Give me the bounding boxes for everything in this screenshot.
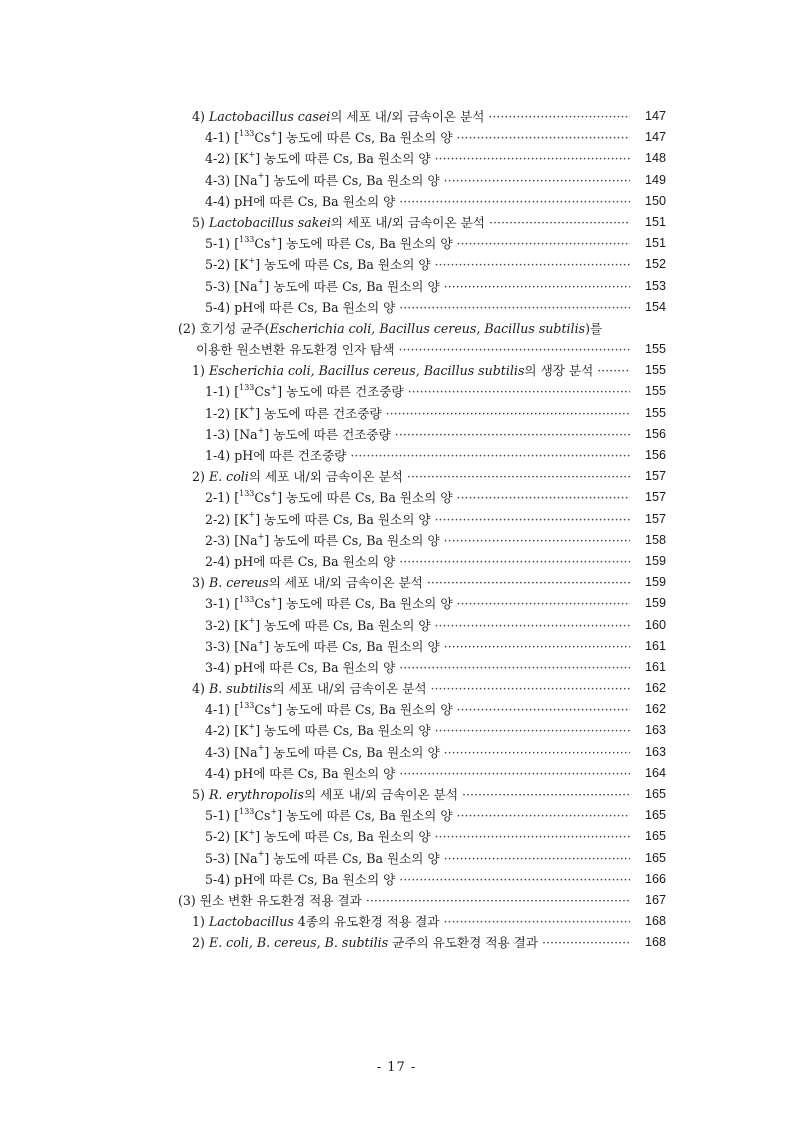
italic-term: Escherichia coli, Bacillus cereus, Bacillus subtilis xyxy=(208,363,525,379)
toc-entry[interactable] xyxy=(0,148,793,169)
title-text: 의 생장 분석 xyxy=(524,363,594,379)
toc-entry[interactable] xyxy=(0,530,793,551)
toc-entry-title xyxy=(205,805,630,826)
toc-page-number: 156 xyxy=(644,448,666,462)
toc-entry[interactable] xyxy=(0,212,793,233)
toc-page-number: 168 xyxy=(644,935,666,950)
toc-entry-title xyxy=(192,678,630,699)
toc-entry-title xyxy=(192,360,630,381)
toc-page-number: 156 xyxy=(644,426,666,441)
title-text: Cs xyxy=(254,490,271,506)
title-text: 3-3) [Na xyxy=(205,638,258,654)
superscript: + xyxy=(270,383,278,393)
toc-entry-title xyxy=(205,593,630,614)
toc-entry[interactable] xyxy=(0,784,793,805)
toc-entry[interactable] xyxy=(0,678,793,699)
title-text: 4-1) [ xyxy=(205,702,240,718)
title-text: 4-4) pH에 따른 Cs, Ba 원소의 양 xyxy=(205,765,396,781)
toc-page-number: 162 xyxy=(644,702,666,717)
toc-entry[interactable] xyxy=(0,572,793,593)
toc-entry[interactable] xyxy=(0,487,793,508)
toc-page-number: 154 xyxy=(644,299,666,314)
title-text: 1) xyxy=(192,914,209,930)
toc-entry-title xyxy=(192,784,630,805)
title-text: 2) xyxy=(192,469,209,485)
toc-page-number: 159 xyxy=(644,575,666,590)
toc-entry-title xyxy=(205,381,630,402)
toc-entry[interactable] xyxy=(0,848,793,869)
superscript: 133 xyxy=(239,595,255,605)
title-text: 4-3) [Na xyxy=(205,744,258,760)
superscript: + xyxy=(270,701,278,711)
toc-entry-title xyxy=(205,170,630,191)
title-text: 1-4) pH에 따른 건조중량 xyxy=(205,448,347,463)
italic-term: Escherichia coli, Bacillus cereus, Bacillus subtilis xyxy=(269,320,586,336)
toc-entry[interactable] xyxy=(0,615,793,636)
title-text: 4-2) [K xyxy=(205,151,249,167)
toc-entry-title xyxy=(205,636,630,657)
toc-entry-title xyxy=(205,509,630,530)
toc-entry[interactable] xyxy=(0,593,793,614)
title-text: 4-1) [ xyxy=(205,130,240,146)
toc-entry[interactable] xyxy=(0,826,793,847)
italic-term: E. coli, B. cereus, B. subtilis xyxy=(208,935,389,951)
toc-entry-title xyxy=(192,466,630,487)
toc-page-number: 162 xyxy=(644,681,666,696)
toc-page-number: 158 xyxy=(644,532,666,547)
toc-page-number: 163 xyxy=(644,723,666,738)
toc-entry[interactable] xyxy=(0,424,793,445)
toc-entry[interactable] xyxy=(0,233,793,254)
title-text: ] 농도에 따른 Cs, Ba 원소의 양 xyxy=(255,257,431,273)
toc-entry[interactable] xyxy=(0,509,793,530)
toc-entry[interactable] xyxy=(0,445,793,466)
superscript: 133 xyxy=(239,234,255,244)
toc-entry-title xyxy=(205,191,630,212)
title-text: ] 농도에 따른 Cs, Ba 원소의 양 xyxy=(255,511,431,527)
title-text: 균주의 유도환경 적용 결과 xyxy=(388,935,539,951)
toc-entry-title xyxy=(205,720,630,741)
toc-page-number: 155 xyxy=(644,342,666,357)
title-text: ] 농도에 따른 Cs, Ba 원소의 양 xyxy=(255,723,431,739)
toc-entry-title xyxy=(205,869,630,890)
title-text: 5-3) [Na xyxy=(205,850,258,866)
superscript: 133 xyxy=(239,489,255,499)
toc-entry[interactable] xyxy=(0,466,793,487)
title-text: 3-4) pH에 따른 Cs, Ba 원소의 양 xyxy=(205,659,396,675)
superscript: + xyxy=(270,234,278,244)
toc-page-number: 165 xyxy=(644,850,666,865)
superscript: + xyxy=(257,531,265,541)
toc-entry-title xyxy=(205,657,630,678)
superscript: + xyxy=(257,277,265,287)
title-text: 4-4) pH에 따른 Cs, Ba 원소의 양 xyxy=(205,193,396,209)
title-text: 2-3) [Na xyxy=(205,532,258,548)
title-text: 1-2) [K xyxy=(205,405,249,421)
title-text: 의 세포 내/외 금속이온 분석 xyxy=(268,575,423,591)
title-text: 4-3) [Na xyxy=(205,172,258,188)
toc-page-number: 150 xyxy=(644,193,666,208)
italic-term: B. subtilis xyxy=(208,681,273,697)
toc-entry[interactable] xyxy=(0,551,793,572)
toc-page-number: 147 xyxy=(644,109,666,123)
title-text: 4) xyxy=(192,681,209,697)
title-text: 4종의 유도환경 적용 결과 xyxy=(293,914,440,930)
toc-entry-title xyxy=(192,911,630,932)
title-text: ] 농도에 따른 Cs, Ba 원소의 양 xyxy=(255,151,431,167)
toc-page-number: 151 xyxy=(644,236,666,251)
toc-entry-title xyxy=(205,699,630,720)
superscript: + xyxy=(257,171,265,181)
title-text: (2) 호기성 균주( xyxy=(178,320,270,336)
title-text: 5-2) [K xyxy=(205,829,249,845)
toc-page-number: 161 xyxy=(644,659,666,674)
toc-entry[interactable] xyxy=(0,763,793,784)
toc-entry[interactable] xyxy=(0,276,793,297)
title-text: ] 농도에 따른 건조중량 xyxy=(277,384,404,400)
toc-entry-title xyxy=(205,615,630,636)
title-text: 5-2) [K xyxy=(205,257,249,273)
toc-page-number: 152 xyxy=(644,257,666,272)
superscript: + xyxy=(270,807,278,816)
toc-page-number: 153 xyxy=(644,278,666,293)
toc-page-number: 155 xyxy=(644,384,666,399)
title-text: 3-2) [K xyxy=(205,617,249,633)
title-text: Cs xyxy=(254,596,271,612)
title-text: 4-2) [K xyxy=(205,723,249,739)
superscript: 133 xyxy=(239,807,255,816)
title-text: 의 세포 내/외 금속이온 분석 xyxy=(303,787,459,802)
title-text: ] 농도에 따른 Cs, Ba 원소의 양 xyxy=(264,638,440,654)
title-text: ] 농도에 따른 Cs, Ba 원소의 양 xyxy=(255,829,431,845)
toc-entry-title xyxy=(192,572,630,593)
toc-entry[interactable] xyxy=(0,106,793,127)
toc-entry[interactable] xyxy=(0,720,793,741)
toc-page-number: 147 xyxy=(644,130,666,145)
toc-entry-title xyxy=(178,318,648,339)
title-text: 3-1) [ xyxy=(205,596,240,612)
superscript: + xyxy=(257,743,265,753)
title-text: (3) 원소 변환 유도환경 적용 결과 xyxy=(178,892,362,908)
superscript: + xyxy=(257,425,265,435)
title-text: ] 농도에 따른 Cs, Ba 원소의 양 xyxy=(264,172,440,188)
title-text: ] 농도에 따른 Cs, Ba 원소의 양 xyxy=(255,617,431,633)
title-text: Cs xyxy=(254,702,271,718)
toc-entry-title xyxy=(192,932,630,953)
superscript: + xyxy=(248,828,256,838)
superscript: + xyxy=(248,150,256,160)
toc-entry[interactable] xyxy=(0,381,793,402)
title-text: 1-1) [ xyxy=(205,384,240,400)
toc-entry-title xyxy=(205,254,630,275)
toc-entry[interactable] xyxy=(0,699,793,720)
toc-page-number: 164 xyxy=(644,765,666,780)
title-text: 이용한 원소변환 유도환경 인자 탐색 xyxy=(196,342,395,358)
title-text: 5) xyxy=(192,787,209,802)
title-text: 의 세포 내/외 금속이온 분석 xyxy=(248,469,403,485)
toc-page-number: 165 xyxy=(644,829,666,844)
title-text: 5-4) pH에 따른 Cs, Ba 원소의 양 xyxy=(205,299,396,315)
toc-entry-title xyxy=(192,106,630,127)
toc-page-number: 168 xyxy=(644,914,666,929)
title-text: 의 세포 내/외 금속이온 분석 xyxy=(330,214,485,230)
toc-entry[interactable] xyxy=(0,890,793,911)
toc-page-number: 157 xyxy=(644,469,666,484)
toc-entry[interactable] xyxy=(0,805,793,826)
title-text: ] 농도에 따른 Cs, Ba 원소의 양 xyxy=(264,744,440,760)
superscript: + xyxy=(270,489,278,499)
title-text: ] 농도에 따른 Cs, Ba 원소의 양 xyxy=(277,236,453,252)
toc-page-number: 148 xyxy=(644,151,666,166)
title-text: Cs xyxy=(254,130,271,146)
toc-entry[interactable] xyxy=(0,297,793,318)
italic-term: Lactobacillus casei xyxy=(208,109,331,124)
superscript: + xyxy=(257,637,265,647)
toc-entry[interactable] xyxy=(0,657,793,678)
toc-entry-title xyxy=(205,551,630,572)
title-text: ] 농도에 따른 Cs, Ba 원소의 양 xyxy=(264,278,440,294)
title-text: ] 농도에 따른 Cs, Ba 원소의 양 xyxy=(277,596,453,612)
title-text: )를 xyxy=(585,320,603,336)
title-text: ] 농도에 따른 Cs, Ba 원소의 양 xyxy=(264,532,440,548)
title-text: 4) xyxy=(192,109,209,124)
toc-page-number: 161 xyxy=(644,638,666,653)
title-text: ] 농도에 따른 Cs, Ba 원소의 양 xyxy=(277,808,453,824)
toc-page-number: 166 xyxy=(644,871,666,886)
toc-entry-title xyxy=(192,212,630,233)
title-text: 2-1) [ xyxy=(205,490,240,506)
toc-entry[interactable] xyxy=(0,911,793,932)
page-number: - 17 - xyxy=(376,1060,417,1075)
superscript: 133 xyxy=(239,129,255,138)
title-text: 3) xyxy=(192,575,209,591)
toc-entry-title xyxy=(205,763,630,784)
toc-entry[interactable] xyxy=(0,742,793,763)
toc-entry[interactable] xyxy=(0,869,793,890)
superscript: + xyxy=(248,510,256,520)
toc-page-number: 157 xyxy=(644,490,666,505)
toc-page-number: 165 xyxy=(644,808,666,823)
title-text: 2) xyxy=(192,935,209,951)
toc-page-number: 155 xyxy=(644,363,666,378)
title-text: 5-1) [ xyxy=(205,236,240,252)
toc-page-number: 157 xyxy=(644,511,666,526)
title-text: ] 농도에 따른 Cs, Ba 원소의 양 xyxy=(277,702,453,718)
title-text: Cs xyxy=(254,236,271,252)
superscript: 133 xyxy=(239,383,255,393)
toc-page-number: 163 xyxy=(644,744,666,759)
title-text: 1-3) [Na xyxy=(205,426,258,442)
toc-entry[interactable] xyxy=(0,127,793,148)
toc-page-number: 155 xyxy=(644,405,666,420)
superscript: + xyxy=(270,129,278,138)
toc-entry[interactable] xyxy=(0,636,793,657)
toc-entry-title xyxy=(205,403,630,424)
toc-entry[interactable] xyxy=(0,360,793,381)
toc-entry[interactable] xyxy=(0,170,793,191)
italic-term: E. coli xyxy=(208,469,249,485)
toc-entry[interactable] xyxy=(0,339,793,360)
toc-entry-title xyxy=(205,826,630,847)
toc-entry-title xyxy=(205,297,630,318)
toc-entry-title xyxy=(205,742,630,763)
italic-term: B. cereus xyxy=(208,575,269,591)
toc-page-number: 167 xyxy=(644,892,666,907)
toc-page-number: 159 xyxy=(644,596,666,611)
title-text: Cs xyxy=(254,808,271,824)
superscript: + xyxy=(248,616,256,626)
title-text: 5-4) pH에 따른 Cs, Ba 원소의 양 xyxy=(205,871,396,887)
title-text: 5) xyxy=(192,214,209,230)
superscript: + xyxy=(257,849,265,859)
toc-page-number: 159 xyxy=(644,553,666,568)
toc-entry-title xyxy=(205,148,630,169)
title-text: 5-1) [ xyxy=(205,808,240,824)
title-text: 2-4) pH에 따른 Cs, Ba 원소의 양 xyxy=(205,553,396,569)
toc-entry-title xyxy=(205,233,630,254)
toc-entry-title xyxy=(205,530,630,551)
title-text: Cs xyxy=(254,384,271,400)
toc-entry-title xyxy=(196,339,630,360)
toc-entry[interactable] xyxy=(0,932,793,953)
toc-entry-title xyxy=(205,848,630,869)
title-text: 1) xyxy=(192,363,209,379)
toc-entry-title xyxy=(178,890,630,911)
toc-page-number: 149 xyxy=(644,172,666,187)
toc-entry[interactable] xyxy=(0,318,793,339)
italic-term: Lactobacillus xyxy=(208,914,294,930)
title-text: ] 농도에 따른 건조중량 xyxy=(255,405,382,421)
toc-entry[interactable] xyxy=(0,191,793,212)
toc-page-number: 151 xyxy=(644,214,666,229)
toc-page-number: 160 xyxy=(644,617,666,632)
superscript: + xyxy=(270,595,278,605)
title-text: 2-2) [K xyxy=(205,511,249,527)
superscript: + xyxy=(248,722,256,732)
title-text: 5-3) [Na xyxy=(205,278,258,294)
toc-entry[interactable] xyxy=(0,254,793,275)
toc-entry-title xyxy=(205,276,630,297)
italic-term: Lactobacillus sakei xyxy=(208,214,331,230)
title-text: ] 농도에 따른 Cs, Ba 원소의 양 xyxy=(264,850,440,866)
title-text: 의 세포 내/외 금속이온 분석 xyxy=(272,681,427,697)
superscript: + xyxy=(248,404,256,414)
toc-page-number: 165 xyxy=(644,787,666,801)
toc-entry-title xyxy=(205,445,630,466)
toc-entry-title xyxy=(205,127,630,148)
superscript: 133 xyxy=(239,701,255,711)
title-text: ] 농도에 따른 Cs, Ba 원소의 양 xyxy=(277,130,453,146)
toc-entry[interactable] xyxy=(0,403,793,424)
superscript: + xyxy=(248,256,256,266)
title-text: 의 세포 내/외 금속이온 분석 xyxy=(330,109,485,124)
italic-term: R. erythropolis xyxy=(208,787,304,802)
toc-entry-title xyxy=(205,424,630,445)
title-text: ] 농도에 따른 Cs, Ba 원소의 양 xyxy=(277,490,453,506)
toc-entry-title xyxy=(205,487,630,508)
table-of-contents xyxy=(0,106,793,954)
title-text: ] 농도에 따른 건조중량 xyxy=(264,426,391,442)
